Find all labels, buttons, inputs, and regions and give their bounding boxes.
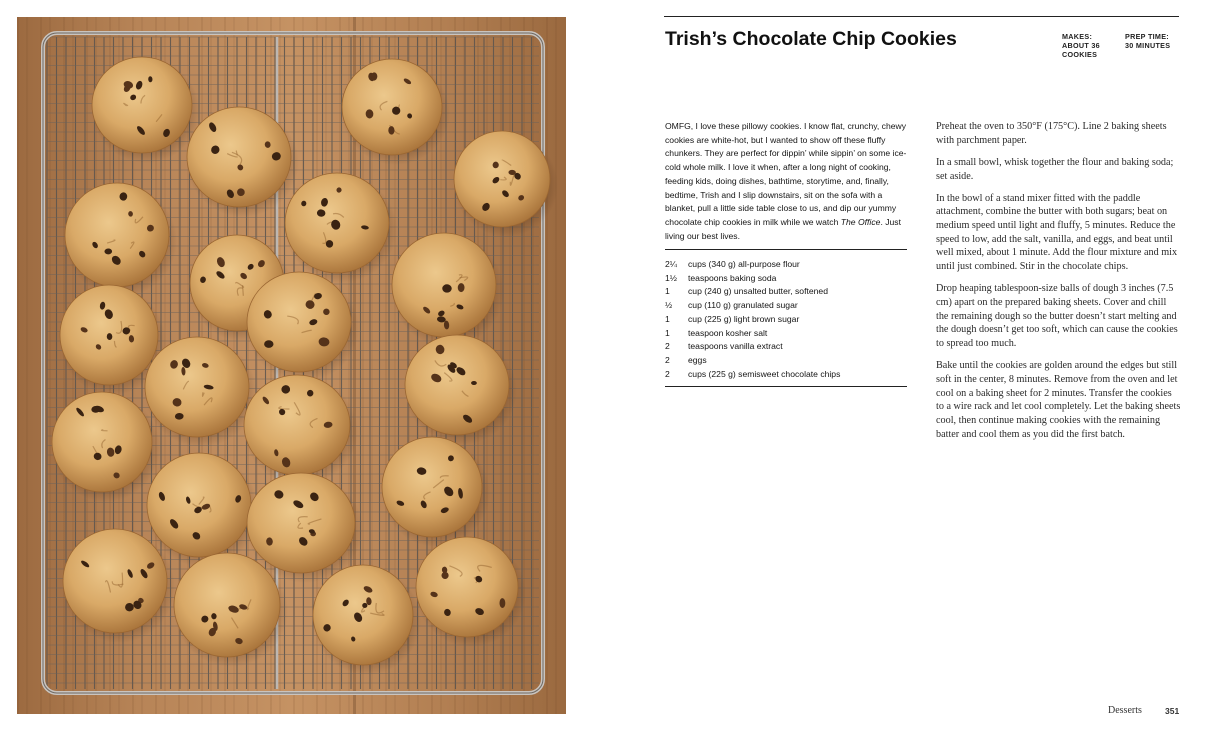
- method-step: Preheat the oven to 350°F (175°C). Line 2 baking sheets with parchment paper.: [936, 121, 1167, 146]
- intro-text-end: . Just living our best lives.: [665, 216, 901, 241]
- cookie: [147, 453, 259, 567]
- ingredients-bottom-rule: [665, 386, 907, 387]
- cookie-photo: [17, 17, 566, 714]
- ingredient-item: [665, 258, 910, 272]
- ingredient-name: teaspoons vanilla extract: [688, 341, 783, 352]
- cookie: [416, 537, 526, 647]
- recipe-title: Trish’s Chocolate Chip Cookies: [665, 28, 957, 50]
- ingredients-list: [665, 258, 910, 381]
- cookie: [313, 565, 421, 675]
- method-step: Bake until the cookies are golden around the edges but still soft in the center, 8 minutes. Remove from the oven and let cool on a baking sheet for 2 minutes. Transfer the cookies to a wire rack and let cool completely. Let the baking sheets cool, then continue making cookies with the remaining batter and cool them as you did the first batch.: [936, 360, 1181, 440]
- ingredient-quantity: 1½: [665, 272, 677, 283]
- cookie: [405, 335, 517, 445]
- cookie: [187, 107, 299, 217]
- cookie-rack-illustration: [17, 17, 566, 714]
- cookie: [65, 183, 177, 297]
- cookies-group: [52, 57, 558, 675]
- method-step: In the bowl of a stand mixer fitted with the paddle attachment, combine the butter with both sugars; beat on medium speed until light and fluffy, 5 minutes. Reduce the speed to low, add the salt, vanilla, and eggs, and beat until well mixed, about 1 minute. Add the flour mixture and mix until just combined. Stir in the chocolate chips.: [936, 192, 1178, 273]
- ingredient-item: [665, 354, 910, 368]
- ingredient-quantity: 2: [665, 341, 670, 352]
- cookie: [285, 173, 397, 283]
- ingredient-name: teaspoons baking soda: [688, 272, 777, 283]
- makes-info: [1062, 32, 1117, 59]
- ingredient-item: [665, 272, 910, 286]
- prep-time-label: PREP TIME:: [1125, 32, 1170, 41]
- ingredients-top-rule: [665, 249, 907, 250]
- ingredient-quantity: 2: [665, 368, 670, 379]
- ingredient-quantity: 2¼: [665, 259, 677, 269]
- cookie: [382, 437, 490, 547]
- page-number: 351: [1165, 706, 1180, 716]
- ingredient-quantity: ½: [665, 300, 673, 311]
- ingredient-name: eggs: [688, 354, 707, 365]
- section-name: Desserts: [1108, 705, 1142, 716]
- ingredient-quantity: 2: [665, 354, 670, 365]
- cookie: [145, 337, 257, 447]
- recipe-intro: [665, 120, 910, 243]
- ingredient-quantity: 1: [665, 286, 670, 297]
- ingredient-name: cups (340 g) all-purpose flour: [688, 259, 800, 269]
- ingredient-item: [665, 299, 910, 313]
- method-step: Drop heaping tablespoon-size balls of dough 3 inches (7.5 cm) apart on the prepared baking sheets. Cover and chill the remaining dough so the butter doesn’t start melting and the dough doesn’t get too soft, which can cause the cookies to spread too much.: [936, 283, 1178, 350]
- ingredient-name: teaspoon kosher salt: [688, 327, 768, 338]
- method-step: In a small bowl, whisk together the flour and baking soda; set aside.: [936, 156, 1174, 182]
- method-steps: [936, 120, 1181, 450]
- intro-text: OMFG, I love these pillowy cookies. I know flat, crunchy, chewy cookies are white-hot, but I wanted to show off these fluffy chunkers. They are perfect for dippin’ while sippin’ on some ice-cold whole milk. I love it when, after a long night of cooking, feeding kids, doing dishes, bathtime, storytime, and, finally, bedtime, Trish and I slip downstairs, sit on the sofa with a blanket, pull a little side table close to us, and dip our yummy chocolate chip cookies in milk while we watch: [665, 121, 907, 227]
- makes-value: ABOUT 36 COOKIES: [1062, 41, 1100, 59]
- ingredient-item: [665, 313, 910, 327]
- ingredient-quantity: 1: [665, 327, 670, 338]
- ingredient-name: cup (240 g) unsalted butter, softened: [688, 286, 828, 297]
- ingredient-name: cups (225 g) semisweet chocolate chips: [688, 368, 841, 379]
- cookie: [63, 529, 175, 643]
- ingredient-quantity: 1: [665, 313, 670, 324]
- cookie: [52, 392, 160, 502]
- cookie: [92, 57, 200, 163]
- cookie: [392, 233, 504, 347]
- ingredient-item: [665, 368, 910, 382]
- top-rule: [664, 16, 1179, 17]
- ingredient-item: [665, 327, 910, 341]
- ingredient-name: cup (225 g) light brown sugar: [688, 313, 800, 324]
- ingredient-name: cup (110 g) granulated sugar: [688, 300, 798, 311]
- prep-time-value: 30 MINUTES: [1125, 41, 1171, 50]
- intro-show-title: The Office: [840, 216, 881, 227]
- cookie: [247, 272, 359, 382]
- makes-label: MAKES:: [1062, 32, 1093, 41]
- prep-time-info: [1125, 32, 1185, 50]
- ingredient-item: [665, 285, 910, 299]
- ingredient-item: [665, 340, 910, 354]
- cookie: [244, 375, 358, 485]
